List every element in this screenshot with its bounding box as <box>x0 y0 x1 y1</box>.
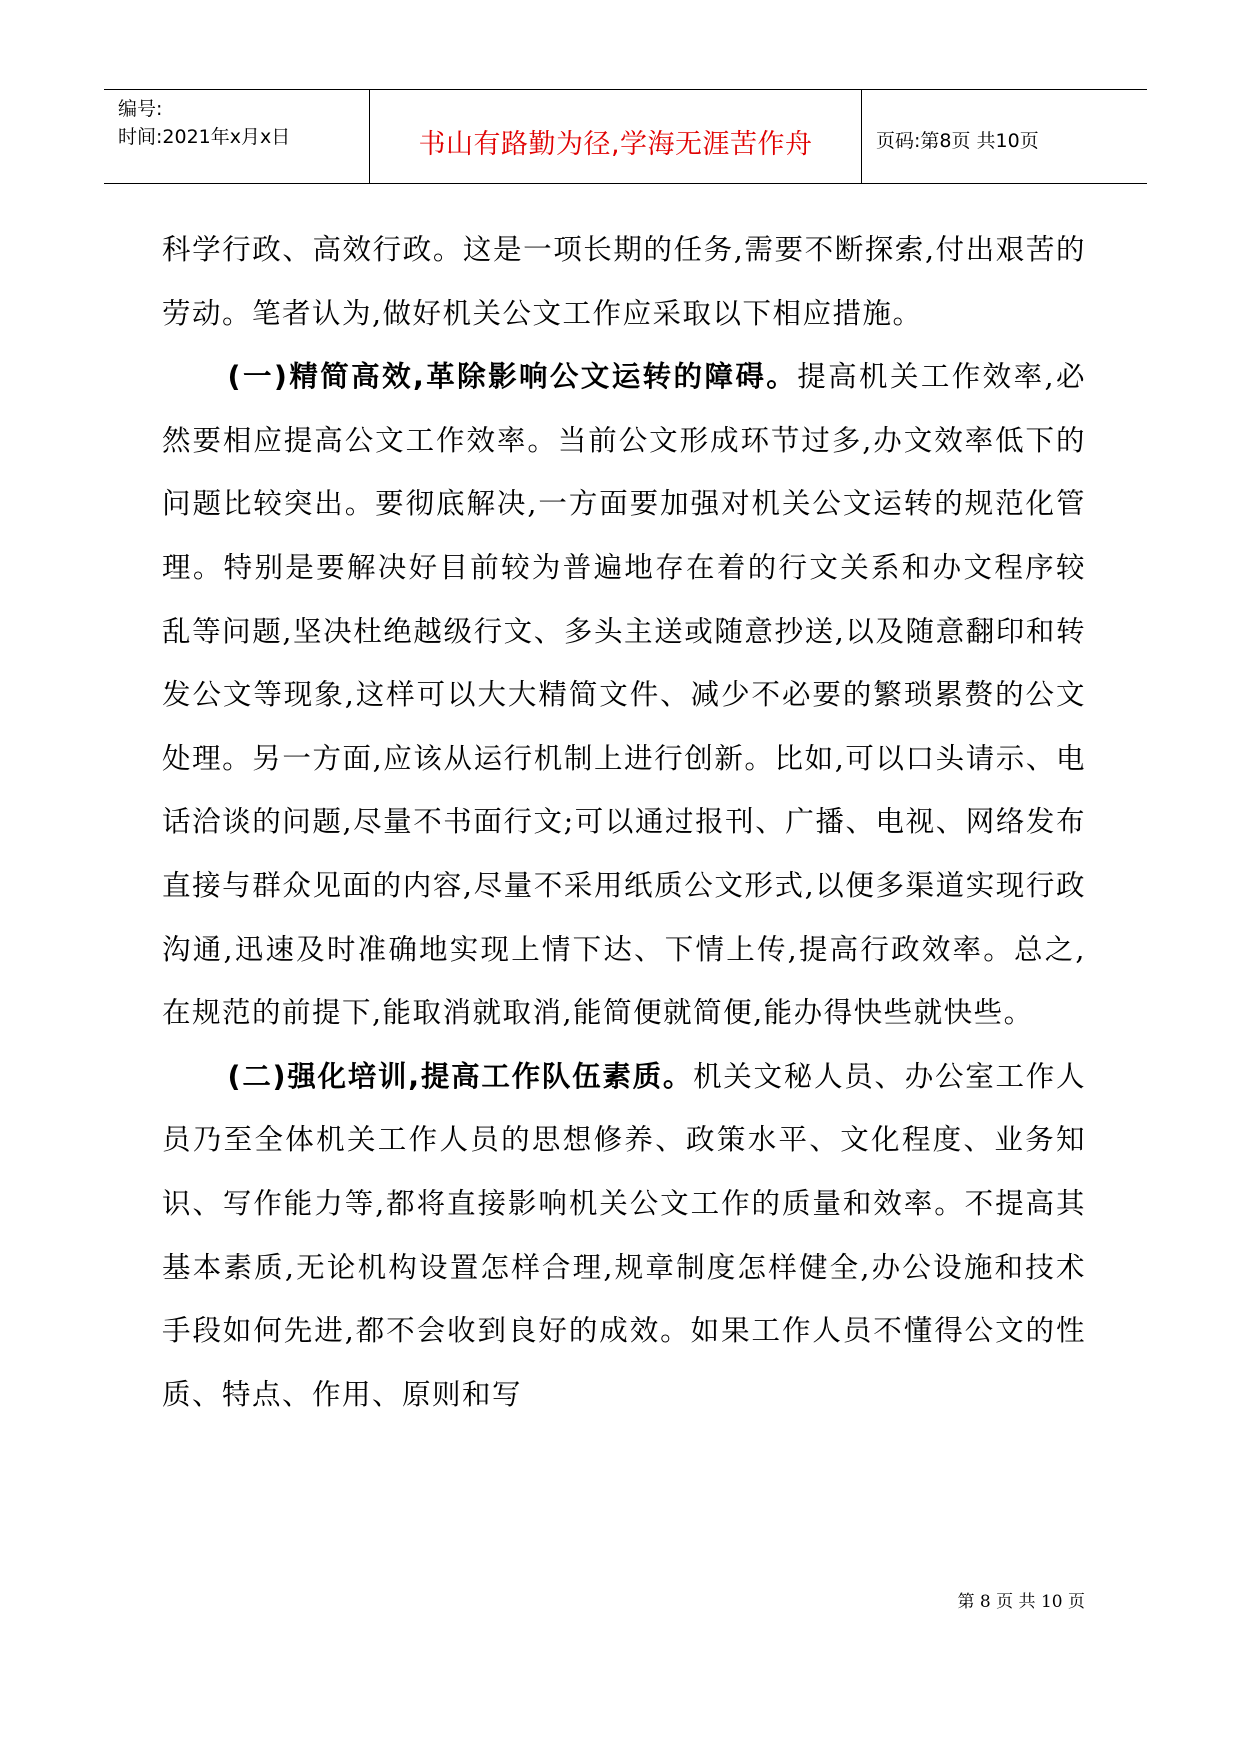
body-paragraph-1: 科学行政、高效行政。这是一项长期的任务,需要不断探索,付出艰苦的劳动。笔者认为,做好机关公文工作应采取以下相应措施。 <box>162 233 1086 330</box>
page-footer: 第 8 页 共 10 页 <box>957 1592 1085 1612</box>
section-text-2: 机关文秘人员、办公室工作人员乃至全体机关工作人员的思想修养、政策水平、文化程度、业务知识、写作能力等,都将直接影响机关公文工作的质量和效率。不提高其基本素质,无论机构设置怎样合理,规章制度怎样健全,办公设施和技术手段如何先进,都不会收到良好的成效。如果工作人员不懂得公文的性质、特点、作用、原则和写 <box>162 1059 1086 1411</box>
header-motto: 书山有路勤为径,学海无涯苦作舟 <box>418 129 813 160</box>
document-header <box>104 89 1147 184</box>
header-left-cell <box>104 90 370 183</box>
document-body <box>162 218 1086 1426</box>
document-time-label: 时间:2021年x月x日 <box>118 126 291 148</box>
header-page-cell <box>862 90 1147 183</box>
header-motto-cell <box>370 90 862 183</box>
section-text-1: 提高机关工作效率,必然要相应提高公文工作效率。当前公文形成环节过多,办文效率低下的问题比较突出。要彻底解决,一方面要加强对机关公文运转的规范化管理。特别是要解决好目前较为普遍地存在着的行文关系和办文程序较乱等问题,坚决杜绝越级行文、多头主送或随意抄送,以及随意翻印和转发公文等现象,这样可以大大精简文件、减少不必要的繁琐累赘的公文处理。另一方面,应该从运行机制上进行创新。比如,可以口头请示、电话洽谈的问题,尽量不书面行文;可以通过报刊、广播、电视、网络发布直接与群众见面的内容,尽量不采用纸质公文形式,以便多渠道实现行政沟通,迅速及时准确地实现上情下达、下情上传,提高行政效率。总之,在规范的前提下,能取消就取消,能简便就简便,能办得快些就快些。 <box>162 360 1086 1030</box>
body-paragraph-3 <box>162 1045 1086 1427</box>
header-page-code: 页码:第8页 共10页 <box>876 130 1039 152</box>
section-heading-1: (一)精简高效,革除影响公文运转的障碍。 <box>227 360 798 394</box>
body-paragraph-2 <box>162 345 1086 1045</box>
document-number-label: 编号: <box>118 98 163 120</box>
section-heading-2: (二)强化培训,提高工作队伍素质。 <box>227 1059 694 1093</box>
